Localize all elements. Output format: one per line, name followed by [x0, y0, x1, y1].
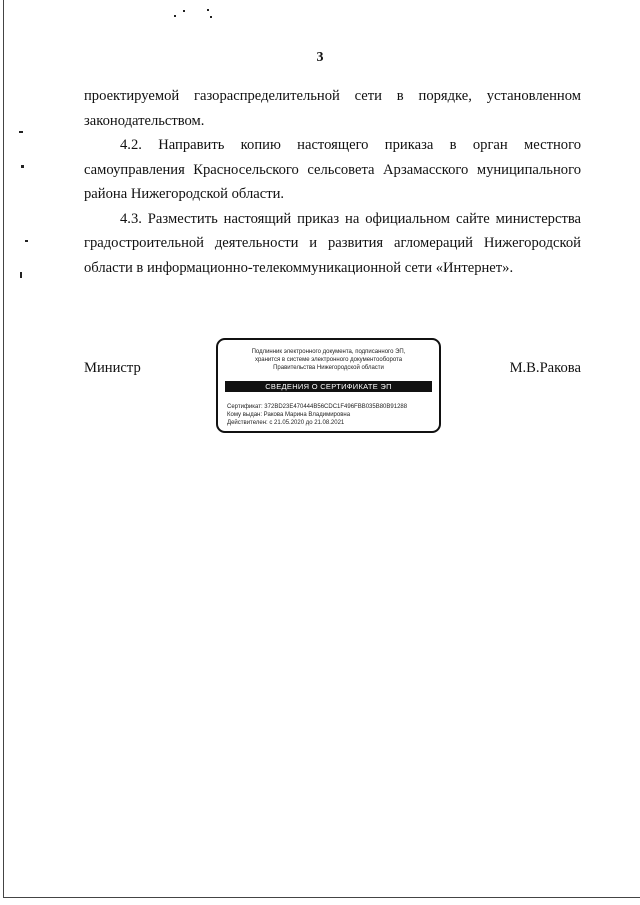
- scan-edge-bottom: [3, 897, 640, 898]
- paragraph-4-3: 4.3. Разместить настоящий приказ на официальном сайте министерства градостроительной деятельности и развития агломераций Нижегородской области в информационно-телекоммуникационной сети «Интернет».: [84, 210, 581, 276]
- stamp-intro-line: Правительства Нижегородской области: [273, 365, 384, 371]
- stamp-certificate: Сертификат: 372BD23E470444B56CDC1F496FBB035B80B91288: [227, 404, 408, 410]
- scan-speck: [207, 9, 209, 11]
- signature-block: [84, 338, 581, 438]
- signer-title: Министр: [84, 360, 141, 376]
- signer-name: М.В.Ракова: [509, 360, 581, 376]
- scan-speck: [20, 272, 22, 278]
- e-signature-stamp: [216, 338, 441, 433]
- scan-speck: [19, 131, 23, 133]
- stamp-intro-line: Подлинник электронного документа, подписанного ЭП,: [251, 349, 406, 355]
- scan-speck: [25, 240, 28, 242]
- scan-speck: [210, 16, 212, 18]
- stamp-valid: Действителен: с 21.05.2020 до 21.08.2021: [227, 420, 345, 426]
- scan-speck: [174, 15, 176, 17]
- stamp-issued-to: Кому выдан: Ракова Марина Владимировна: [227, 412, 351, 418]
- stamp-fields: [227, 403, 433, 427]
- page-number: 3: [316, 50, 324, 65]
- paragraph-continuation: проектируемой газораспределительной сети в порядке, установленном законодательством.: [84, 88, 581, 129]
- scan-speck: [21, 165, 24, 168]
- scan-speck: [183, 10, 185, 12]
- scan-edge-left: [3, 0, 4, 898]
- stamp-intro: [224, 348, 433, 372]
- stamp-intro-line: хранится в системе электронного документооборота: [254, 357, 403, 363]
- document-body: [84, 84, 581, 280]
- stamp-header: СВЕДЕНИЯ О СЕРТИФИКАТЕ ЭП: [225, 381, 432, 392]
- paragraph-4-2: 4.2. Направить копию настоящего приказа в орган местного самоуправления Красносельского сельсовета Арзамасского муниципального района Нижегородской области.: [84, 137, 581, 202]
